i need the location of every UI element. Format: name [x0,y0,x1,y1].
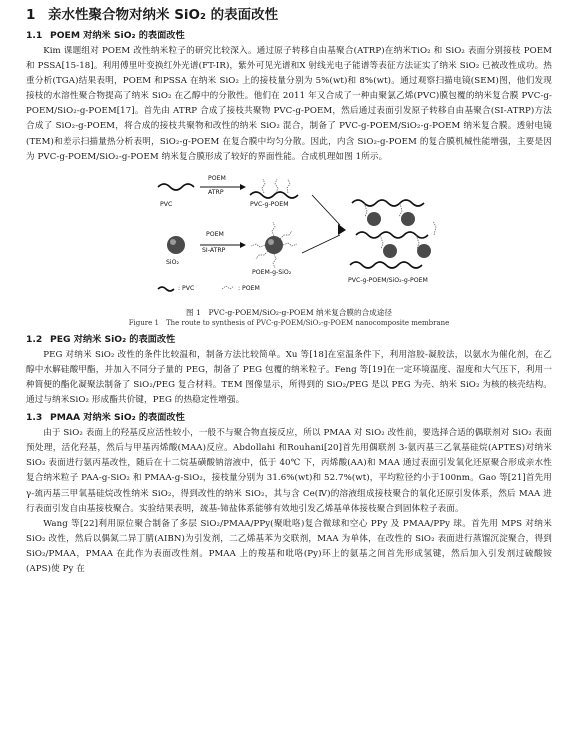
composite-particle [417,244,431,258]
label-poem-reagent: POEM [208,174,226,182]
text-line: MAA 为单体，在改性的 SiO₂ 表面进行蒸馏沉淀聚合，得到 SiO₂/PMAA，PMAA 在此作为表面改性剂。 [26,533,552,559]
subsection-number: 1.3 [26,412,43,424]
text-line: Rouhani[20]首先用偶联剂 3-氨丙基三乙氧基硅烷(APTES)对纳米 SiO₂ 表面进行氨丙基改性，随后在十 [26,443,552,469]
converge-line-top [312,195,340,225]
text-line: 所示。 [361,151,388,162]
poem-graft [275,179,278,193]
text-line: 二烷基磺酸钠溶液中，低于 40℃ 下，丙烯酸(AA)和 MAA 通过表面引发氧化还原聚合形成亲水性复合纳 [26,458,552,484]
poem-brush [272,222,275,236]
text-line: 100nm。Gao 等[21]首先用 γ-巯丙基三甲氧基硅烷改性纳米 SiO₂，得到改性的纳米 SiO₂，其与含 Ce(Ⅳ) [26,473,552,499]
composite-poem [399,203,402,217]
legend-pvc-label: : PVC [178,284,195,292]
text-line: 由于 SiO₂ 表面上的羟基反应活性较小，一般不与聚合物直接反应，所以 PMAA 对 SiO₂ 改性前，要 [43,428,432,439]
text-line: 胶法，以氨水为催化剂，在乙醇中水解硅酸甲酯，并加入不同分子量的 PEG，制备了 PEG 包覆的纳米 [26,349,552,375]
text-line: TiO₂ 和 SiO₂ 表面分别接枝 POEM 和 PSSA[15-18]。利用傅里叶变换红外光谱(FT-IR)，紫外可见光谱和 [26,46,552,72]
subsection-title: PMAA 对纳米 SiO₂ 的表面改性 [50,412,185,424]
composite-poem [380,235,383,249]
text-line: 膜包覆的纳米复合膜 PVC-g-POEM/SiO₂-g-POEM[17]。首先由 ATRP 合成了接枝共聚物 PVC-g- [26,91,552,117]
section-heading [26,6,552,24]
paragraph-1-3b [26,517,552,577]
subsection-number: 1.1 [26,30,43,41]
figure-1-scheme [152,173,452,305]
poem-brush [256,251,268,259]
pvc-g-poem-backbone [250,192,298,198]
paragraph-1-1 [26,44,552,165]
label-si-atrp: SI-ATRP [202,246,226,254]
composite-particle [383,244,397,258]
subsection-number: 1.2 [26,333,43,345]
section-number: 1 [26,7,36,23]
label-pvc: PVC [160,200,173,208]
label-composite: PVC-g-POEM/SiO₂-g-POEM [348,276,428,284]
text-line: 材料。TEM 图像显示，所得到的 SiO₂/PEG 是以 PEG 为壳、纳米 SiO₂ 为核的核壳结构。通过与纳米 [26,379,552,406]
legend-poem-symbol [222,286,234,289]
label-poem-g-sio2: POEM-g-SiO₂ [252,268,292,276]
poem-graft [287,179,290,193]
subsection-heading-1-3 [26,411,552,424]
arrow-head-3 [338,224,346,235]
text-line: 米粒子 PAA-g-SiO₂ 和 PMAA-g-SiO₂，接枝量分别为 31.6%(wt)和 52.7%(wt)，平均粒径约小于 [52,473,440,484]
subsection-title: PEG 对纳米 SiO₂ 的表面改性 [50,333,176,345]
section-title: 亲水性聚合物对纳米 SiO₂ 的表面改性 [48,7,279,23]
label-atrp: ATRP [208,188,224,196]
composite-poem [433,221,436,235]
legend-pvc-symbol [158,287,174,291]
subsection-heading-1-2 [26,333,552,346]
text-line: 能增强，主要是因为 PVC-g-POEM/SiO₂-g-POEM 纳米复合膜形成了较好的界面性能。合成机理如图 1 [26,136,552,162]
text-line: Wang 等[22]利用原位聚合制备了多层 SiO₂/PMAA/PPy(聚吡咯)复合微球和空心 PPy 及 PMAA/ [43,518,434,529]
text-line: SiO₂ 形成酯共价键，PEG 的热稳定性增强。 [69,395,245,406]
text-line: PMAA 上的羧基和吡咯(Py)环上的氨基之间首先形成氢键，然后加入引发剂过硫酸铵(APS)使 Py 在 [26,548,552,574]
poem-brush [251,244,265,247]
label-poem-reagent-2: POEM [206,230,224,238]
text-line: POEM，然后通过表面引发原子转移自由基聚合(SI-ATRP)方法合成了 SiO₂-g-POEM，将合成的接枝共 [26,106,552,132]
text-line: 选择合适的偶联剂对 SiO₂ 表面预处理，活化羟基，然后与甲基丙烯酸(MAA)反应。Abdollahi 和 [26,428,552,454]
text-line: 巯基-铈盐体系能够有效地引发乙烯基单体接枝聚合到固体粒子表面。 [199,503,464,514]
figure-caption-en: Figure 1 The route to synthesis of PVC-g-POEM/SiO₂-g-POEM nanocomposite membrane [128,318,450,327]
paragraph-1-2 [26,348,552,408]
composite-particle [367,212,381,226]
pvc-chain [158,184,194,190]
text-line: X 射线光电子能谱等表征方法证实了纳米 SiO₂ 已被改性成功。热重分析(TGA)结果表明，POEM 和 [26,61,552,87]
text-line: PPy 球。首先用 MPS 对纳米 SiO₂ 改性，然后以偶氮二异丁腈(AIBN)为引发剂，二乙烯基苯为交联剂， [26,518,552,544]
text-line: PSSA 在纳米 SiO₂ 上的接枝量分别为 5%(wt)和 8%(wt)。通过观察扫描电镜(SEM)图，他们发现接枝 [26,76,552,102]
text-line: PEG 对纳米 SiO₂ 改性的条件比较温和，制备方法比较简单。Xu 等[18]在室温条件下，利用溶胶-凝 [43,349,438,360]
poem-brush [280,231,292,239]
composite-particle [401,212,415,226]
text-line: 聚物和改性的纳米 SiO₂ 混合，制备了 PVC-g-POEM/SiO₂-g-POEM 纳米复合膜。透射电镜(TEM)和差 [26,121,552,147]
text-line: 的水溶性聚合物提高了纳米 SiO₂ 在乙醇中的分散性。他们在 2011 年又合成了一种由聚氯乙烯(PVC) [43,91,440,102]
converge-line-bottom [302,235,340,253]
synthesis-scheme-diagram [152,173,452,305]
paragraph-1-3a [26,426,552,517]
composite-pvc-chain [356,232,428,238]
figure-caption-cn: 图 1 PVC-g-POEM/SiO₂-g-POEM 纳米复合膜的合成途径 [186,307,392,317]
text-line: 的溶液组成接枝聚合的氧化还原引发体系，然后 MAA 进行表面引发自由基接枝聚合。实验结果表明， [26,488,552,514]
label-pvc-g-poem: PVC-g-POEM [250,200,289,208]
text-line: 粒子。Feng 等[19]在一定环境温度、湿度和大气压下，利用一种简便的酯化凝聚法制备了 SiO₂/PEG 复合 [26,364,553,390]
label-sio2: SiO₂ [166,258,179,266]
subsection-heading-1-1 [26,29,552,42]
poem-graft [262,179,265,193]
poem-brush [273,254,276,268]
composite-pvc-chain [350,262,422,268]
sio2-highlight [170,239,176,245]
sio2-particle [167,236,185,254]
poem-brush [283,243,297,246]
legend-poem-label: : POEM [238,284,260,292]
sio2-highlight [268,239,274,245]
text-line: Kim 课题组对 POEM 改性纳米粒子的研究比较深入。通过原子转移自由基聚合(ATRP)在纳米 [43,46,412,56]
subsection-title: POEM 对纳米 SiO₂ 的表面改性 [50,30,185,41]
arrow-head-2 [240,242,246,248]
text-line: 示扫描量热分析表明，SiO₂-g-POEM 在复合膜中均匀分散。因此，内含 SiO₂-g-POEM 的复合膜机械性 [71,136,482,147]
arrow-head-1 [240,184,246,190]
composite-pvc-chain [352,200,424,206]
